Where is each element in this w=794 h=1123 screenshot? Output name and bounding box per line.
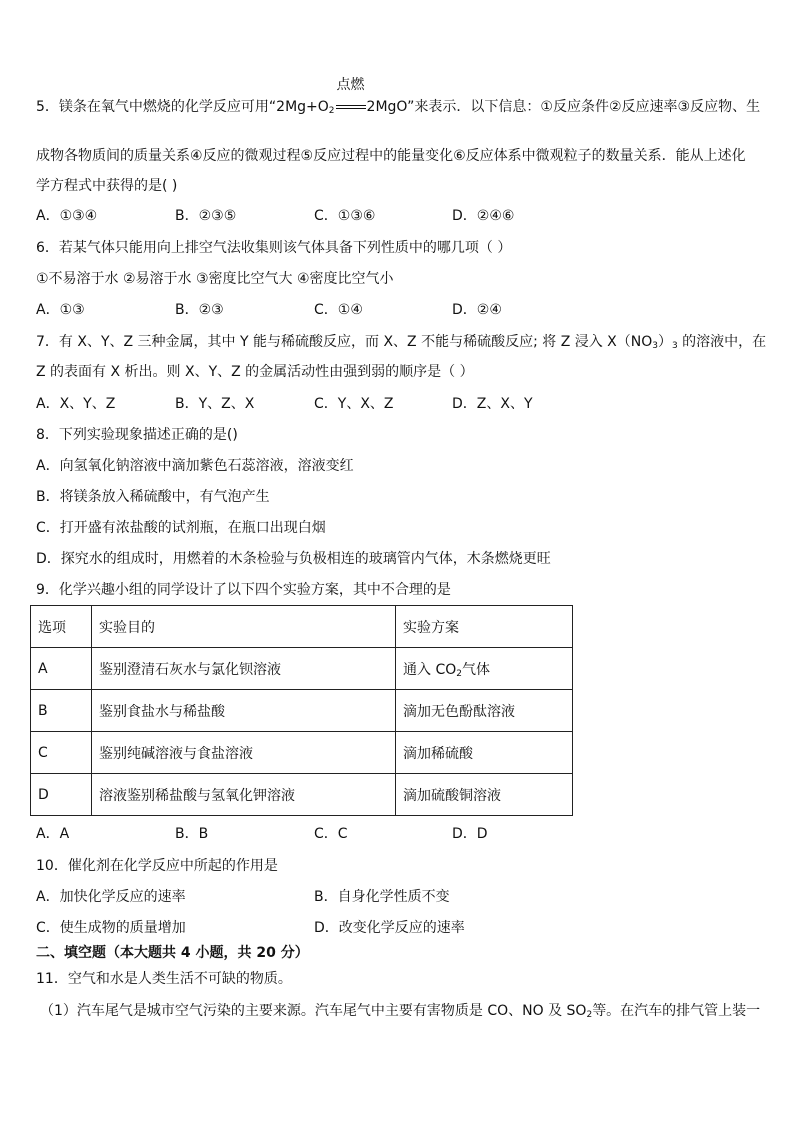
co2-subscript: 2 (456, 668, 462, 679)
q8-stem: 8．下列实验现象描述正确的是() (36, 427, 238, 443)
q8-option-c: C．打开盛有浓盐酸的试剂瓶，在瓶口出现白烟 (36, 520, 326, 536)
row-purpose: 溶液鉴别稀盐酸与氢氧化钾溶液 (92, 774, 396, 816)
table-row (31, 690, 573, 732)
q11-stem: 11．空气和水是人类生活不可缺的物质。 (36, 971, 292, 987)
q5-condition: 点燃 (336, 77, 365, 93)
q11-sub1-suffix: 等。在汽车的排气管上装一 (592, 1003, 761, 1019)
q7-text-a: 7．有 X、Y、Z 三种金属，其中 Y 能与稀硫酸反应，而 X、Z 不能与稀硫酸反应; 将 Z 浸入 X（NO (36, 334, 653, 350)
q5-equals-bar (336, 105, 366, 109)
q5-option-d: D．②④⑥ (452, 208, 515, 224)
q10-option-a: A．加快化学反应的速率 (36, 889, 186, 905)
row-option: C (31, 732, 92, 774)
q5-text-post: 2MgO”来表示．以下信息：①反应条件②反应速率③反应物、生 (366, 99, 761, 115)
q10-stem: 10．催化剂在化学反应中所起的作用是 (36, 858, 278, 874)
q7-option-b: B．Y、Z、X (175, 396, 255, 412)
q7-option-d: D．Z、X、Y (452, 396, 533, 412)
q11-sub1 (40, 1001, 760, 1025)
q10-option-d: D．改变化学反应的速率 (314, 920, 465, 936)
q6-stem: 6．若某气体只能用向上排空气法收集则该气体具备下列性质中的哪几项（ ） (36, 240, 512, 256)
q9-option-a: A．A (36, 826, 70, 842)
row-option: B (31, 690, 92, 732)
q6-option-a: A．①③ (36, 302, 85, 318)
q9-option-b: B．B (175, 826, 209, 842)
table-row (31, 774, 573, 816)
q6-option-d: D．②④ (452, 302, 502, 318)
q11-sub1-text: （1）汽车尾气是城市空气污染的主要来源。汽车尾气中主要有害物质是 CO、NO 及 SO (40, 1003, 587, 1019)
q6-option-b: B．②③ (175, 302, 224, 318)
q7-line1 (36, 332, 766, 356)
row-plan: 滴加无色酚酞溶液 (396, 690, 573, 732)
table-row (31, 648, 573, 690)
row-plan (396, 648, 573, 690)
q7-line2: Z 的表面有 X 析出。则 X、Y、Z 的金属活动性由强到弱的顺序是（ ） (36, 364, 474, 380)
q5-text-pre: 5．镁条在氧气中燃烧的化学反应可用“2Mg+O (36, 99, 329, 115)
q7-no3-subscript: 3 (652, 341, 658, 351)
section-heading: 二、填空题（本大题共 4 小题，共 20 分） (36, 945, 309, 961)
q5-option-a: A．①③④ (36, 208, 98, 224)
q9-option-c: C．C (314, 826, 348, 842)
q8-option-a: A．向氢氧化钠溶液中滴加紫色石蕊溶液，溶液变红 (36, 458, 354, 474)
q9-stem: 9．化学兴趣小组的同学设计了以下四个实验方案，其中不合理的是 (36, 582, 451, 598)
row-plan-suffix: 气体 (461, 661, 490, 678)
q5-line1 (36, 77, 761, 121)
row-option: A (31, 648, 92, 690)
table-row (31, 732, 573, 774)
row-plan-text: 通入 CO (403, 661, 457, 678)
row-purpose: 鉴别食盐水与稀盐酸 (92, 690, 396, 732)
q8-option-d: D．探究水的组成时，用燃着的木条检验与负极相连的玻璃管内气体，木条燃烧更旺 (36, 551, 551, 567)
q5-line3: 学方程式中获得的是( ) (36, 178, 178, 194)
q7-text-c: 的溶液中，在 (677, 334, 767, 350)
q5-option-c: C．①③⑥ (314, 208, 376, 224)
q5-option-b: B．②③⑤ (175, 208, 237, 224)
header-option: 选项 (31, 606, 92, 648)
q8-option-b: B．将镁条放入稀硫酸中，有气泡产生 (36, 489, 270, 505)
q5-o2-subscript: 2 (328, 106, 335, 116)
q7-option-c: C．Y、X、Z (314, 396, 394, 412)
header-plan: 实验方案 (396, 606, 573, 648)
header-purpose: 实验目的 (92, 606, 396, 648)
table-header-row (31, 606, 573, 648)
q6-option-c: C．①④ (314, 302, 363, 318)
q6-conditions: ①不易溶于水 ②易溶于水 ③密度比空气大 ④密度比空气小 (36, 271, 394, 287)
q7-text-b: ） (658, 334, 672, 350)
row-plan: 滴加稀硫酸 (396, 732, 573, 774)
row-purpose: 鉴别澄清石灰水与氯化钡溶液 (92, 648, 396, 690)
q5-reaction-arrow (336, 77, 366, 117)
q7-x-subscript: 3 (672, 341, 678, 351)
so2-subscript: 2 (586, 1010, 593, 1020)
q5-line2: 成物各物质间的质量关系④反应的微观过程⑤反应过程中的能量变化⑥反应体系中微观粒子的数量关系．能从上述化 (36, 148, 746, 164)
q7-option-a: A．X、Y、Z (36, 396, 116, 412)
q9-experiment-table (30, 605, 573, 816)
q10-option-c: C．使生成物的质量增加 (36, 920, 186, 936)
row-purpose: 鉴别纯碱溶液与食盐溶液 (92, 732, 396, 774)
row-plan: 滴加硫酸铜溶液 (396, 774, 573, 816)
row-option: D (31, 774, 92, 816)
q9-option-d: D．D (452, 826, 488, 842)
q10-option-b: B．自身化学性质不变 (314, 889, 450, 905)
